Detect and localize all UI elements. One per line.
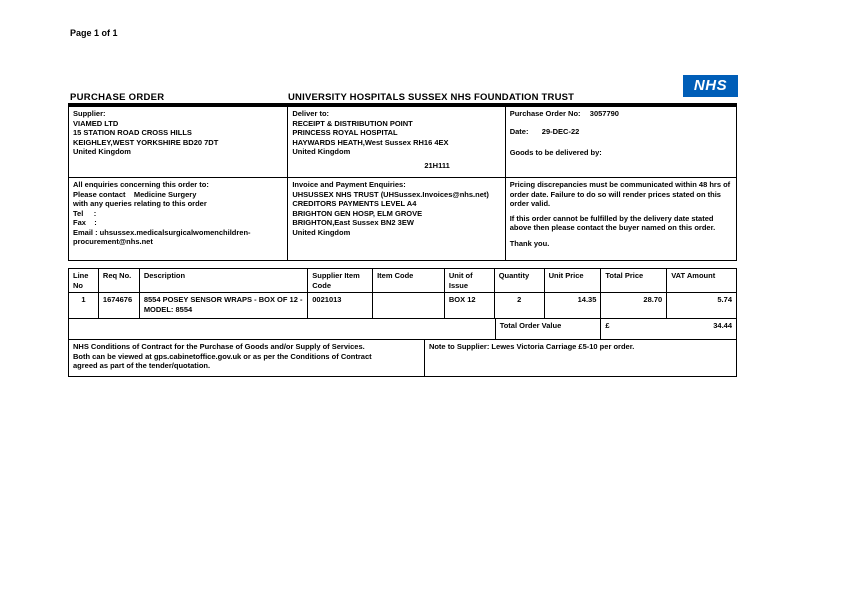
- po-number-line: [510, 109, 732, 119]
- deliver-to-label: Deliver to:: [292, 109, 330, 118]
- header-line-no: Line No: [69, 269, 99, 293]
- info-row-addresses: [69, 107, 736, 178]
- cell-unit-of-issue: BOX 12: [445, 293, 495, 319]
- order-info-table: [68, 106, 737, 261]
- invoice-enquiries-label: Invoice and Payment Enquiries:: [292, 180, 406, 189]
- order-number-box: [506, 107, 736, 178]
- supplier-box: [69, 107, 288, 178]
- total-row-spacer: [69, 319, 495, 340]
- header-supplier-item-code: Supplier Item Code: [308, 269, 373, 293]
- header-req-no: Req No.: [99, 269, 140, 293]
- cell-vat-amount: 5.74: [667, 293, 736, 319]
- order-date-label: Date:: [509, 126, 529, 136]
- po-number-value: 3057790: [589, 109, 619, 118]
- goods-delivered-by-label: Goods to be delivered by:: [509, 148, 602, 157]
- total-order-value-cell: [601, 319, 736, 340]
- thank-you-text: Thank you.: [509, 238, 550, 248]
- enquiries-email: Email : uhsussex.medicalsurgicalwomenchildren-: [73, 227, 251, 237]
- invoice-country: United Kingdom: [292, 227, 351, 237]
- order-date-line: [510, 127, 732, 137]
- header-unit-of-issue: Unit of Issue: [445, 269, 495, 293]
- header-description: Description: [140, 269, 308, 293]
- cell-supplier-item-code: 0021013: [308, 293, 373, 319]
- deliver-address-line: PRINCESS ROYAL HOSPITAL: [292, 128, 398, 137]
- delivery-location-code: 21H111: [424, 160, 450, 170]
- nhs-logo: [683, 75, 738, 97]
- supplier-country: United Kingdom: [73, 147, 131, 156]
- nhs-logo-text: NHS: [693, 77, 728, 95]
- pricing-notice-box: [506, 178, 736, 260]
- invoice-trust-line: UHSUSSEX NHS TRUST (UHSussex.Invoices@nhs.net): [292, 189, 489, 199]
- invoice-enquiries-box: [288, 178, 505, 260]
- header-vat-amount: VAT Amount: [667, 269, 736, 293]
- item-row: [69, 293, 736, 319]
- order-date-value: 29-DEC-22: [541, 126, 580, 136]
- cell-req-no: 1674676: [99, 293, 140, 319]
- organisation-title: UNIVERSITY HOSPITALS SUSSEX NHS FOUNDATION TRUST: [288, 92, 575, 103]
- deliver-to-box: [288, 107, 505, 178]
- invoice-address-line: BRIGHTON,East Sussex BN2 3EW: [292, 218, 414, 227]
- note-to-supplier-box: [425, 340, 736, 376]
- cell-description: 8554 POSEY SENSOR WRAPS - BOX OF 12 - MODEL: 8554: [140, 293, 308, 319]
- enquiries-line: All enquiries concerning this order to:: [73, 180, 209, 189]
- conditions-line: NHS Conditions of Contract for the Purchase of Goods and/or Supply of Services.: [73, 342, 365, 351]
- document-title: PURCHASE ORDER: [70, 92, 165, 103]
- deliver-address-line: HAYWARDS HEATH,West Sussex RH16 4EX: [292, 137, 449, 147]
- header-quantity: Quantity: [495, 269, 545, 293]
- enquiries-email-cont: procurement@nhs.net: [73, 237, 153, 246]
- cell-unit-price: 14.35: [545, 293, 602, 319]
- total-order-row: [69, 319, 736, 340]
- supplier-name: VIAMED LTD: [73, 118, 119, 128]
- conditions-line: agreed as part of the tender/quotation.: [73, 361, 211, 370]
- enquiries-box: [69, 178, 288, 260]
- supplier-address-line: 15 STATION ROAD CROSS HILLS: [73, 128, 192, 137]
- total-order-value: 34.44: [713, 321, 733, 330]
- supplier-label: Supplier:: [73, 109, 106, 118]
- footer-row: [69, 340, 736, 376]
- enquiries-line: with any queries relating to this order: [73, 199, 207, 208]
- header-item-code: Item Code: [373, 269, 445, 293]
- cell-line-no: 1: [69, 293, 99, 319]
- cell-item-code: [373, 293, 445, 319]
- enquiries-fax: Fax :: [73, 218, 97, 227]
- conditions-line: Both can be viewed at gps.cabinetoffice.gov.uk or as per the Conditions of Contract: [73, 351, 372, 361]
- cell-total-price: 28.70: [601, 293, 667, 319]
- deliver-address-line: RECEIPT & DISTRIBUTION POINT: [292, 118, 413, 128]
- invoice-address-line: CREDITORS PAYMENTS LEVEL A4: [292, 199, 417, 208]
- items-table: [68, 268, 737, 377]
- po-number-label: Purchase Order No:: [509, 109, 581, 118]
- currency-symbol: £: [605, 321, 610, 330]
- enquiries-tel: Tel :: [73, 208, 97, 218]
- header-unit-price: Unit Price: [545, 269, 602, 293]
- cell-quantity: 2: [495, 293, 545, 319]
- page-number-label: Page 1 of 1: [70, 28, 118, 38]
- items-header-row: [69, 269, 736, 293]
- enquiries-contact: Please contact Medicine Surgery: [73, 189, 197, 199]
- pricing-notice-para: Pricing discrepancies must be communicated within 48 hrs of order date. Failure to do so will render prices stated on this order valid.: [509, 180, 731, 208]
- header-total-price: Total Price: [601, 269, 667, 293]
- total-order-value-label: Total Order Value: [495, 319, 602, 340]
- info-row-contacts: [69, 178, 736, 260]
- supplier-address-line: KEIGHLEY,WEST YORKSHIRE BD20 7DT: [73, 137, 219, 147]
- note-to-supplier-text: Note to Supplier: Lewes Victoria Carriage £5-10 per order.: [428, 342, 635, 351]
- fulfilment-notice-para: If this order cannot be fulfilled by the delivery date stated above then please contact the buyer named on this order.: [509, 213, 716, 232]
- conditions-of-contract-box: [69, 340, 425, 376]
- deliver-country: United Kingdom: [292, 147, 351, 156]
- invoice-address-line: BRIGHTON GEN HOSP, ELM GROVE: [292, 208, 423, 218]
